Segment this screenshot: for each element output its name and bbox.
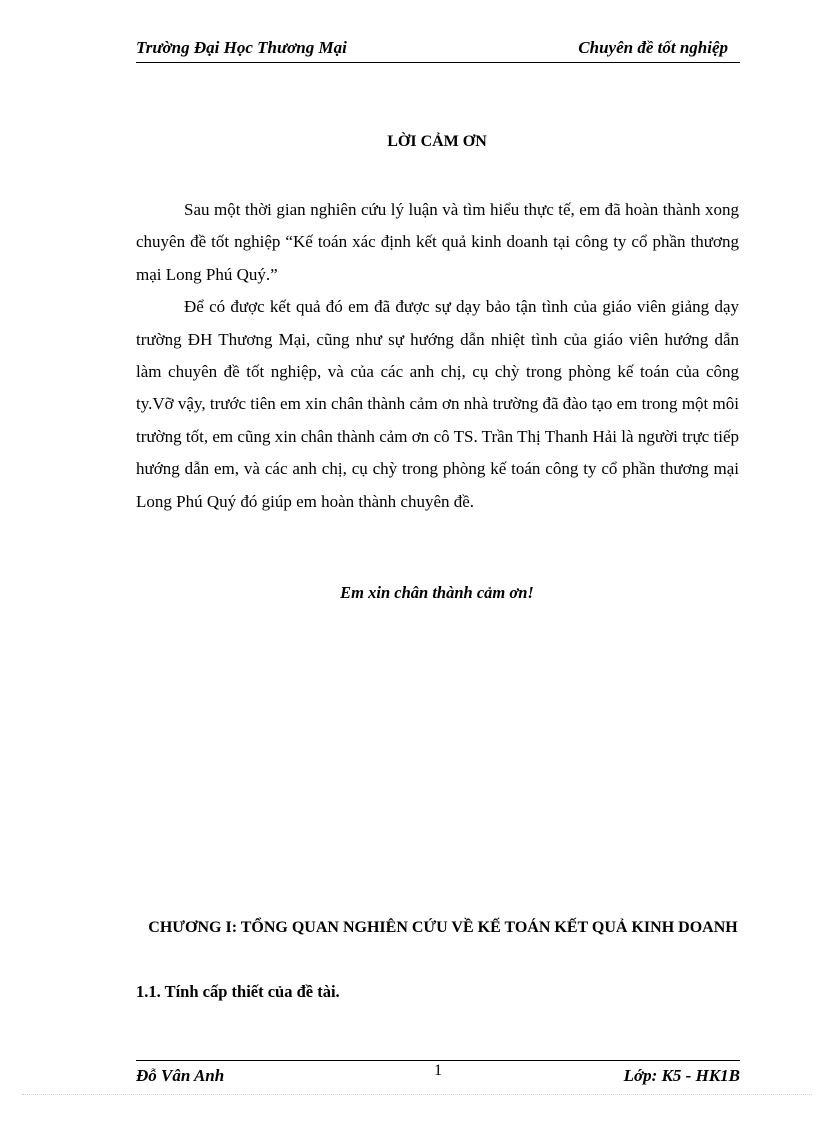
header-document-type: Chuyên đề tốt nghiệp bbox=[578, 38, 728, 57]
footer-author: Đỗ Vân Anh bbox=[136, 1066, 225, 1085]
acknowledgement-body bbox=[136, 194, 739, 518]
chapter-heading: CHƯƠNG I: TỔNG QUAN NGHIÊN CỨU VỀ KẾ TOÁN KẾT QUẢ KINH DOANH bbox=[148, 919, 738, 936]
paragraph-1: Sau một thời gian nghiên cứu lý luận và tìm hiểu thực tế, em đã hoàn thành xong chuyên đề tốt nghiệp “Kế toán xác định kết quả kinh doanh tại công ty cổ phần thương mại Long Phú Quý.” bbox=[136, 200, 739, 284]
section-heading: 1.1. Tính cấp thiết của đề tài. bbox=[136, 982, 340, 1001]
closing-thanks: Em xin chân thành cảm ơn! bbox=[340, 583, 534, 602]
footer-divider bbox=[136, 1060, 740, 1061]
paragraph-2: Để có được kết quả đó em đã được sự dạy bảo tận tình của giáo viên giảng dạy trường ĐH Thương Mại, cũng như sự hướng dẫn nhiệt tình của giáo viên hướng dẫn làm chuyên đề tốt nghiệp, và của các anh chị, cụ chỳ trong phòng kế toán của công ty.Vỡ vậy, trước tiên em xin chân thành cảm ơn nhà trường đã đào tạo em trong một môi trường tốt, em cũng xin chân thành cảm ơn cô TS. Trần Thị Thanh Hải là người trực tiếp hướng dẫn em, và các anh chị, cụ chỳ trong phòng kế toán công ty cổ phần thương mại Long Phú Quý đó giúp em hoàn thành chuyên đề. bbox=[136, 297, 739, 511]
acknowledgement-title: LỜI CẢM ƠN bbox=[387, 133, 487, 150]
page-footer bbox=[136, 1062, 740, 1090]
header-school-name: Trường Đại Học Thương Mại bbox=[136, 38, 347, 57]
page-number: 1 bbox=[434, 1062, 442, 1079]
page-bottom-dotted-line bbox=[22, 1094, 812, 1095]
page-header bbox=[136, 38, 740, 62]
footer-class: Lớp: K5 - HK1B bbox=[623, 1066, 740, 1085]
header-divider bbox=[136, 62, 740, 63]
